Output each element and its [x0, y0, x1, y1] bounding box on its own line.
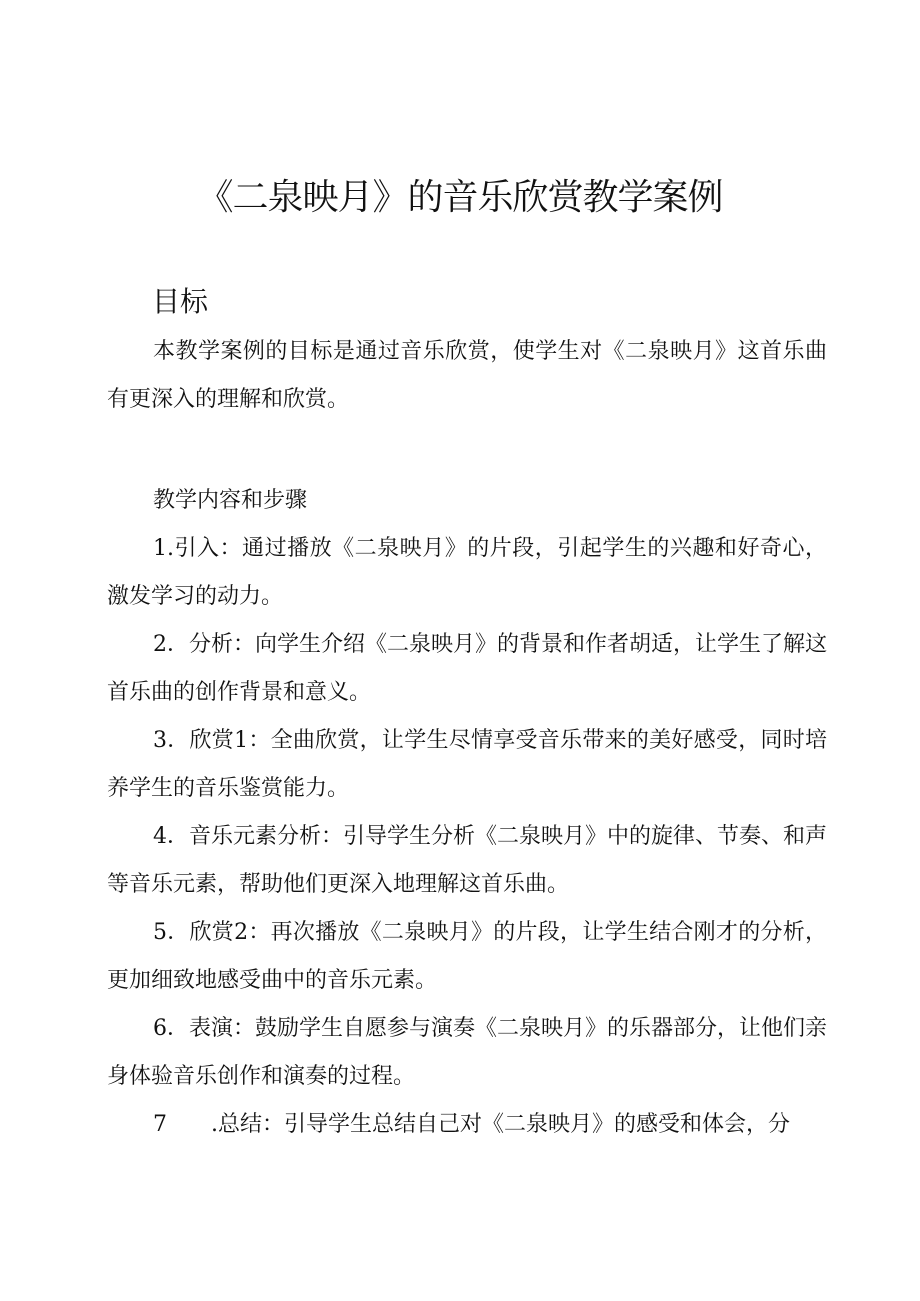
document-body: [107, 328, 827, 1149]
step-paragraph-6: 6．表演：鼓励学生自愿参与演奏《二泉映月》的乐器部分，让他们亲身体验音乐创作和演奏的过程。: [107, 1016, 827, 1089]
step-paragraph-7: 7 .总结：引导学生总结自己对《二泉映月》的感受和体会，分: [153, 1112, 790, 1137]
step-paragraph-5: 5．欣赏2：再次播放《二泉映月》的片段，让学生结合刚才的分析，更加细致地感受曲中的音乐元素。: [107, 920, 827, 993]
step-paragraph-4: 4．音乐元素分析：引导学生分析《二泉映月》中的旋律、节奏、和声等音乐元素，帮助他们更深入地理解这首乐曲。: [107, 824, 827, 897]
intro-paragraph: 本教学案例的目标是通过音乐欣赏，使学生对《二泉映月》这首乐曲有更深入的理解和欣赏。: [107, 339, 827, 412]
step-paragraph-2: 2．分析：向学生介绍《二泉映月》的背景和作者胡适，让学生了解这首乐曲的创作背景和意义。: [107, 632, 827, 705]
step-paragraph-1: 1.引入：通过播放《二泉映月》的片段，引起学生的兴趣和好奇心，激发学习的动力。: [107, 536, 827, 609]
step-paragraph-3: 3．欣赏1：全曲欣赏，让学生尽情享受音乐带来的美好感受，同时培养学生的音乐鉴赏能力。: [107, 728, 827, 801]
content-heading: 教学内容和步骤: [153, 488, 308, 513]
document-title: 《二泉映月》的音乐欣赏教学案例: [197, 177, 723, 218]
section-heading-goal: 目标: [152, 285, 209, 318]
